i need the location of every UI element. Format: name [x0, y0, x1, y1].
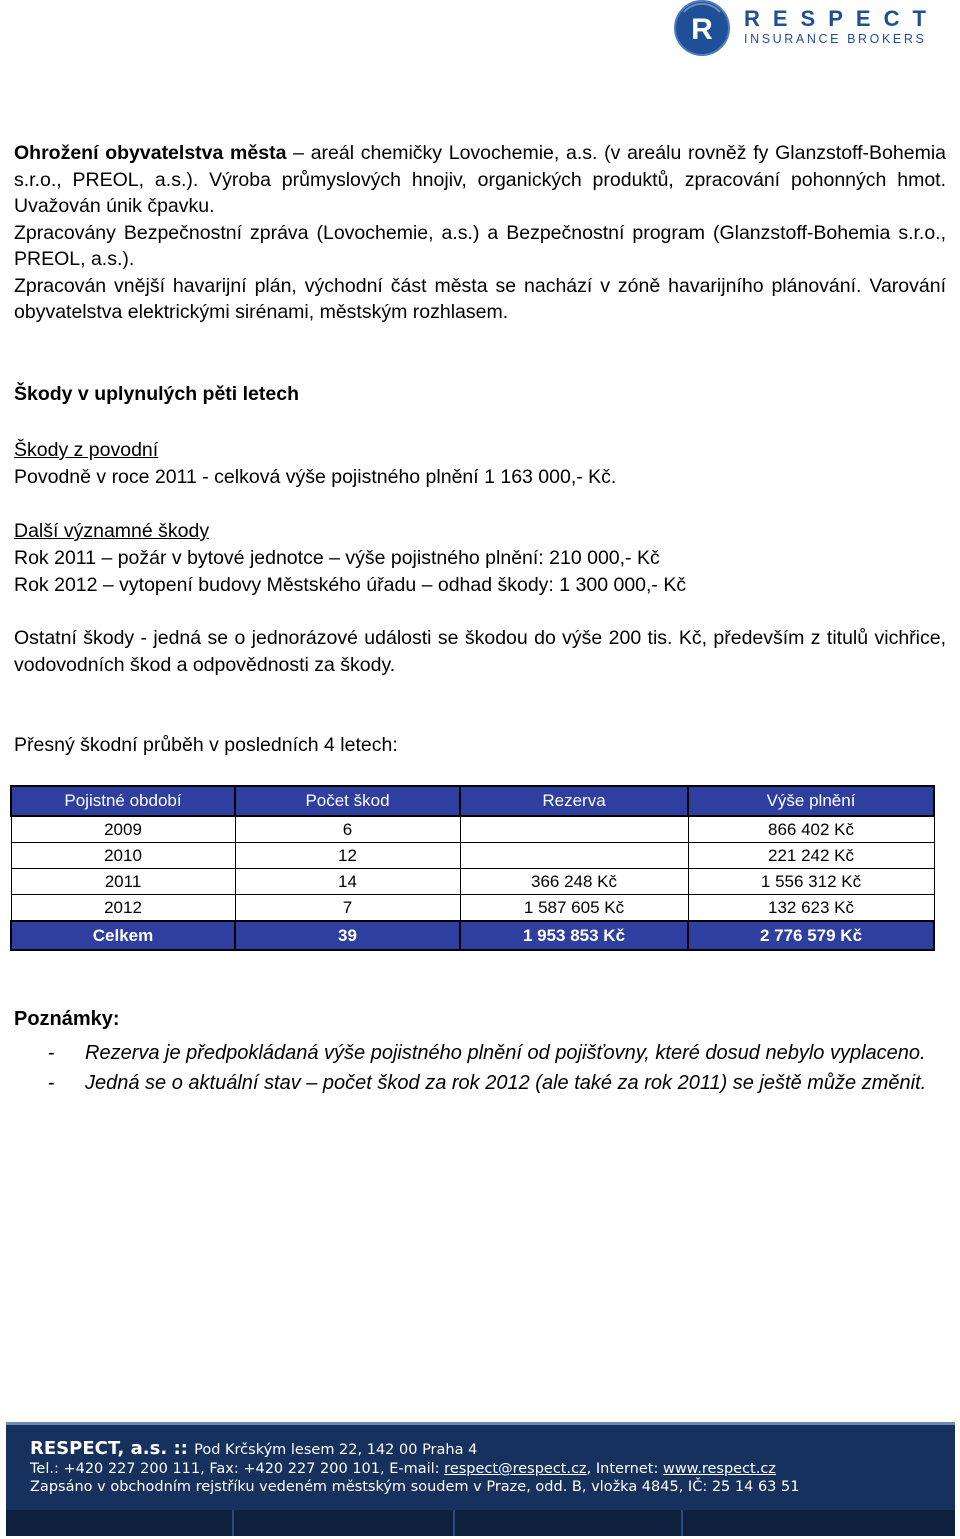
footer-internet-label: , Internet: [586, 1461, 663, 1477]
logo-letter: R [691, 13, 713, 46]
note-item [14, 1068, 946, 1098]
notes-list [14, 1038, 946, 1098]
brand-name: RESPECT [744, 6, 939, 31]
intro-paragraph-3: Zpracován vnější havarijní plán, východní část města se nachází v zóně havarijního plánování. Varování obyvatelstva elektrickými sirénami, městským rozhlasem. [14, 274, 946, 323]
header-count: Počet škod [235, 786, 460, 816]
claims-table [10, 785, 935, 951]
cell-period: 2010 [11, 843, 235, 869]
note-dash: - [48, 1042, 55, 1064]
cell-count: 6 [235, 816, 460, 843]
cell-payout: 866 402 Kč [688, 816, 934, 843]
header-period: Pojistné období [11, 786, 235, 816]
cell-period: 2009 [11, 816, 235, 843]
table-header-row [11, 786, 934, 816]
table-total-row [11, 921, 934, 950]
note-dash: - [48, 1072, 55, 1094]
footer-segment-divider [453, 1510, 455, 1536]
notes-title: Poznámky: [14, 1008, 120, 1030]
respect-logo-icon [674, 0, 730, 56]
total-payout: 2 776 579 Kč [688, 921, 934, 950]
total-label: Celkem [11, 921, 235, 950]
note-item [14, 1038, 946, 1068]
intro-paragraph-1 [14, 140, 946, 220]
footer-bottom-bar [6, 1510, 955, 1536]
footer-company: RESPECT, a.s. [30, 1438, 168, 1459]
misc-damages: Ostatní škody - jedná se o jednorázové události se škodou do výše 200 tis. Kč, především z titulů vichřice, vodovodních škod a odpovědnosti za škody. [14, 627, 946, 676]
footer-divider [6, 1422, 955, 1425]
intro-p1-text: – areál chemičky Lovochemie, a.s. (v areálu rovněž fy Glanzstoff-Bohemia s.r.o., PREOL, a.s.). Výroba průmyslových hnojiv, organických produktů, zpracování pohonných hmot. Uvažován únik čpavku. [14, 142, 946, 217]
footer-contact: Tel.: +420 227 200 111, Fax: +420 227 200 101, E-mail: [30, 1461, 445, 1477]
intro-section [14, 140, 946, 326]
cell-count: 12 [235, 843, 460, 869]
footer-separator: :: [167, 1438, 195, 1459]
company-logo [674, 0, 944, 58]
note-text: Rezerva je předpokládaná výše pojistného plnění od pojišťovny, které dosud nebylo vyplaceno. [85, 1042, 926, 1064]
footer-registry: Zapsáno v obchodním rejstříku vedeném městským soudem v Praze, odd. B, vložka 4845, IČ: 25 14 63 51 [30, 1479, 800, 1495]
history-heading: Přesný škodní průběh v posledních 4 letech: [14, 734, 398, 756]
other-damages-block [14, 518, 946, 599]
damages-title: Škody v uplynulých pěti letech [14, 383, 299, 405]
brand-tagline: INSURANCE BROKERS [744, 32, 927, 46]
footer-address: Pod Krčským lesem 22, 142 00 Praha 4 [194, 1442, 478, 1458]
cell-reserve [460, 816, 688, 843]
total-reserve: 1 953 853 Kč [460, 921, 688, 950]
footer-segment-divider [232, 1510, 234, 1536]
footer-contact-line [30, 1461, 776, 1477]
other-damage-2: Rok 2012 – vytopení budovy Městského úřadu – odhad škody: 1 300 000,- Kč [14, 574, 687, 596]
flood-text: Povodně v roce 2011 - celková výše pojistného plnění 1 163 000,- Kč. [14, 466, 617, 488]
table-row [11, 895, 934, 922]
intro-bold-lead: Ohrožení obyvatelstva města [14, 142, 287, 164]
cell-period: 2012 [11, 895, 235, 922]
footer-address-line [30, 1438, 477, 1459]
flood-block [14, 437, 946, 491]
cell-count: 14 [235, 869, 460, 895]
cell-payout: 132 623 Kč [688, 895, 934, 922]
note-text: Jedná se o aktuální stav – počet škod za rok 2012 (ale také za rok 2011) se ještě může změnit. [85, 1072, 927, 1094]
cell-reserve: 1 587 605 Kč [460, 895, 688, 922]
footer-web-link[interactable]: www.respect.cz [662, 1461, 776, 1477]
other-damage-1: Rok 2011 – požár v bytové jednotce – výše pojistného plnění: 210 000,- Kč [14, 547, 660, 569]
table-row [11, 816, 934, 843]
header-reserve: Rezerva [460, 786, 688, 816]
cell-count: 7 [235, 895, 460, 922]
total-count: 39 [235, 921, 460, 950]
footer-segment-divider [681, 1510, 683, 1536]
other-damages-heading: Další významné škody [14, 520, 210, 542]
table-row [11, 843, 934, 869]
footer-email-link[interactable]: respect@respect.cz [444, 1461, 587, 1477]
cell-reserve: 366 248 Kč [460, 869, 688, 895]
table-row [11, 869, 934, 895]
flood-heading: Škody z povodní [14, 439, 159, 461]
cell-payout: 221 242 Kč [688, 843, 934, 869]
cell-reserve [460, 843, 688, 869]
intro-paragraph-2: Zpracovány Bezpečnostní zpráva (Lovochemie, a.s.) a Bezpečnostní program (Glanzstoff-Bohemia s.r.o., PREOL, a.s.). [14, 221, 946, 270]
cell-period: 2011 [11, 869, 235, 895]
header-payout: Výše plnění [688, 786, 934, 816]
cell-payout: 1 556 312 Kč [688, 869, 934, 895]
page-footer [6, 1422, 955, 1536]
